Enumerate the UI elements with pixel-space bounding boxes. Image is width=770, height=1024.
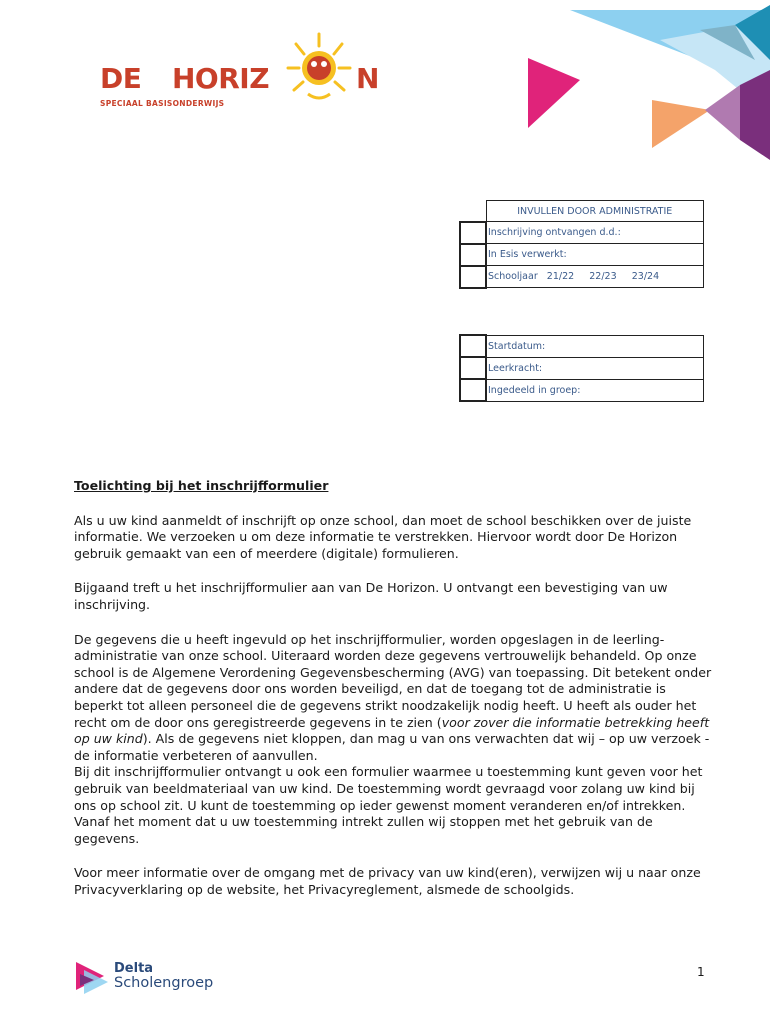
- logo-text: N: [356, 62, 380, 95]
- paragraph-intro: Als u uw kind aanmeldt of inschrijft op onze school, dan moet de school beschikken over de juiste informatie. We verzoeken u om deze informatie te verstrekken. Hiervoor wordt door De Horizon gebruik gemaakt van een of meerdere (digitale) formulieren.: [74, 512, 692, 561]
- triangle-purple: [740, 70, 770, 160]
- checkbox[interactable]: [460, 335, 486, 357]
- checkbox[interactable]: [460, 266, 486, 288]
- triangle-lilac: [705, 85, 740, 140]
- triangle-magenta: [528, 58, 580, 128]
- admin-table-2: [459, 334, 704, 402]
- admin-row-schooljaar: Schooljaar 21/22 22/23 23/24: [486, 266, 704, 288]
- paragraph-bijgaand: Bijgaand treft u het inschrijfformulier aan van De Horizon. U ontvangt een bevestiging van uw inschrijving.: [74, 580, 668, 612]
- admin-table: [459, 200, 704, 289]
- footer-brand-line2: Scholengroep: [114, 975, 214, 991]
- delta-logo-icon: [74, 960, 110, 996]
- paragraph-privacy: De gegevens die u heeft ingevuld op het inschrijfformulier, worden opgeslagen in de leerling-administratie van onze school. Uiteraard worden deze gegevens vertrouwelijk behandeld. Op onze school is de Algemene Verordening Gegevensbescherming (AVG) van toepassing. Dit betekent onder andere dat de gegevens door ons worden beveiligd, en dat de toegang tot de administratie is beperkt tot alleen personeel die de gegevens strikt noodzakelijk nodig heeft. U heeft als ouder het recht om de door ons geregistreerde gegevens in te zien (voor zover die informatie betrekking heeft op uw kind). Als de gegevens niet kloppen, dan mag u van ons verwachten dat wij – op uw verzoek - de informatie verbeteren of aanvullen.: [74, 631, 712, 763]
- paragraph-meer-info: Voor meer informatie over de omgang met de privacy van uw kind(eren), verwijzen wij u naar onze Privacyverklaring op de website, het Privacyreglement, alsmede de schoolgids.: [74, 865, 701, 897]
- logo-subtitle: SPECIAAL BASISONDERWIJS: [100, 99, 225, 108]
- admin-row-received: Inschrijving ontvangen d.d.:: [486, 222, 704, 244]
- logo-text: DE: [100, 62, 142, 95]
- horizon-sun-icon: [286, 32, 352, 104]
- section-title: Toelichting bij het inschrijfformulier: [74, 478, 329, 493]
- document-body: [74, 478, 714, 916]
- footer-brand-line1: Delta: [114, 961, 154, 976]
- admin-row-leerkracht: Leerkracht:: [486, 357, 704, 379]
- paragraph-toestemming: Bij dit inschrijfformulier ontvangt u ook een formulier waarmee u toestemming kunt geven voor het gebruik van beeldmateriaal van uw kind. De toestemming wordt gevraagd voor zolang uw kind bij ons op school zit. U kunt de toestemming op ieder gewenst moment veranderen en/of intrekken. Vanaf het moment dat u uw toestemming intrekt zullen wij stoppen met het gebruik van de gegevens.: [74, 764, 703, 846]
- admin-row-esis: In Esis verwerkt:: [486, 244, 704, 266]
- checkbox[interactable]: [460, 244, 486, 266]
- checkbox[interactable]: [460, 222, 486, 244]
- triangle-peach: [652, 100, 710, 148]
- admin-table-header: INVULLEN DOOR ADMINISTRATIE: [486, 201, 704, 222]
- admin-row-groep: Ingedeeld in groep:: [486, 379, 704, 401]
- admin-row-startdatum: Startdatum:: [486, 335, 704, 357]
- page-number: 1: [697, 965, 705, 979]
- checkbox[interactable]: [460, 379, 486, 401]
- checkbox[interactable]: [460, 357, 486, 379]
- decorative-triangles: [500, 0, 770, 170]
- logo-text: HORIZ: [172, 62, 270, 95]
